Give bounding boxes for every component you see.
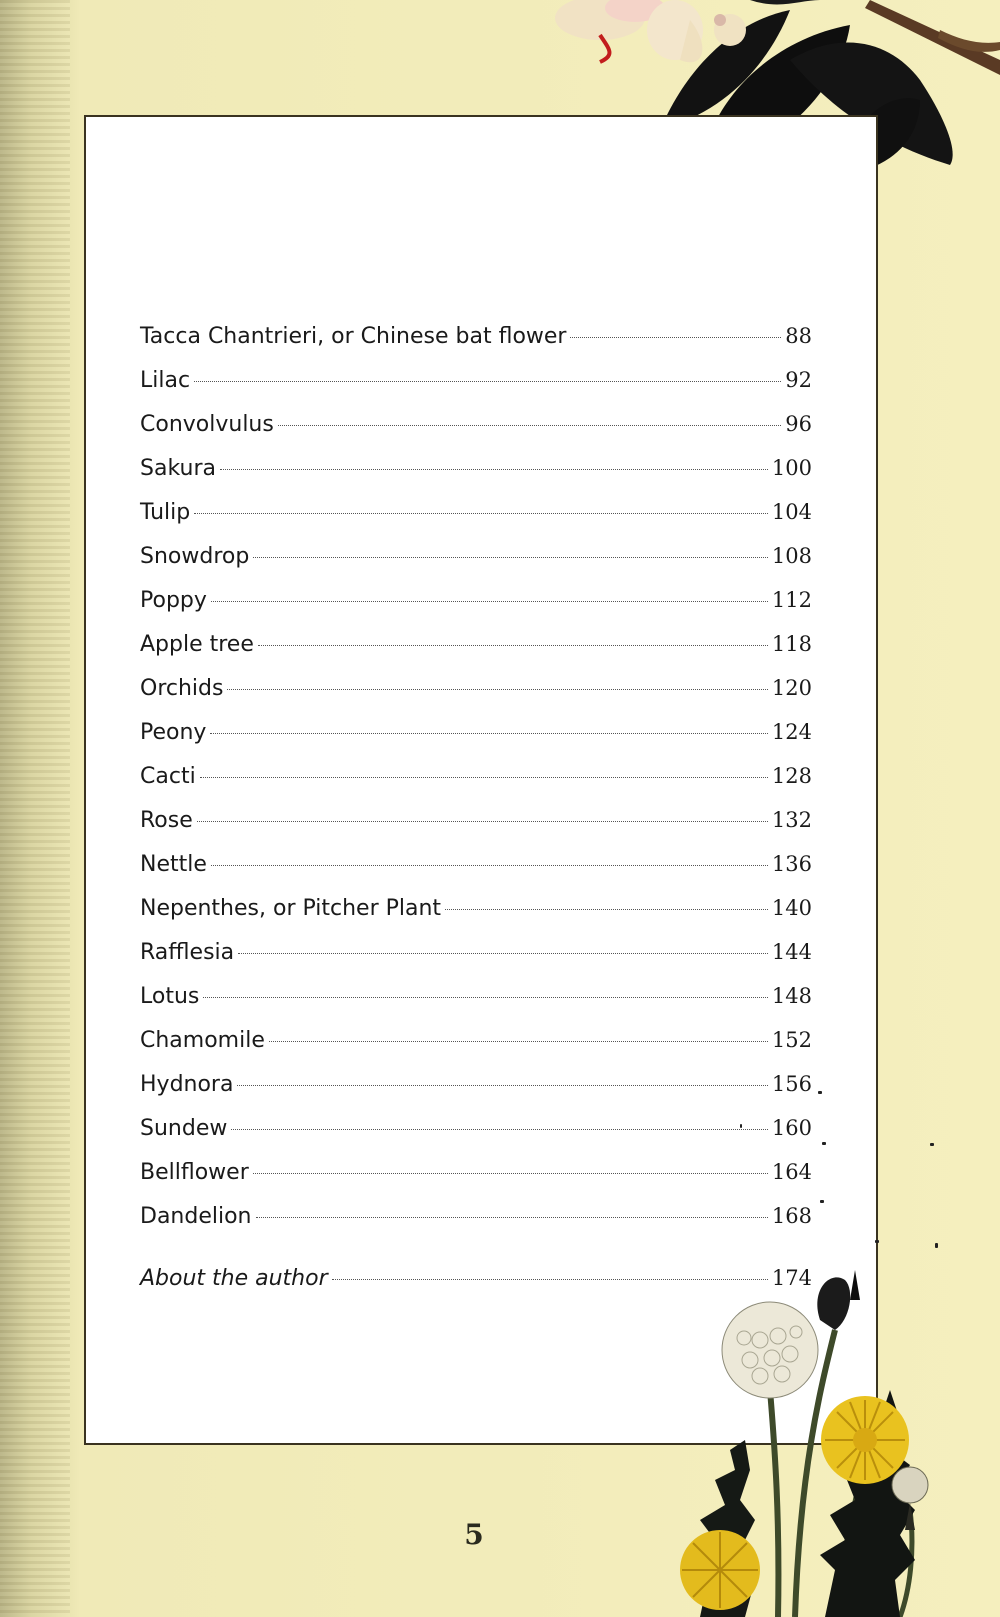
toc-entry[interactable]: [140, 1204, 812, 1248]
toc-entry-page: 160: [771, 1116, 812, 1140]
toc-entry-page: 92: [785, 368, 812, 392]
toc-entry-page: 88: [785, 324, 812, 348]
toc-entry-title: Orchids: [140, 676, 224, 701]
toc-entry-title: About the author: [140, 1266, 328, 1291]
dotted-leader: [194, 381, 781, 382]
toc-entry-title: Cacti: [140, 764, 196, 789]
toc-entry-page: 152: [771, 1028, 812, 1052]
toc-entry-page: 124: [771, 720, 812, 744]
dotted-leader: [211, 865, 768, 866]
dotted-leader: [238, 953, 768, 954]
toc-entry-page: 148: [771, 984, 812, 1008]
toc-entry-page: 140: [771, 896, 812, 920]
toc-entry[interactable]: [140, 1028, 812, 1072]
toc-entry-title: Dandelion: [140, 1204, 252, 1229]
toc-entry-title: Snowdrop: [140, 544, 250, 569]
toc-entry[interactable]: [140, 984, 812, 1028]
toc-entry-title: Bellflower: [140, 1160, 249, 1185]
toc-entry-title: Hydnora: [140, 1072, 234, 1097]
dotted-leader: [220, 469, 768, 470]
toc-entry[interactable]: [140, 1072, 812, 1116]
toc-entry[interactable]: [140, 940, 812, 984]
toc-entry-title: Poppy: [140, 588, 207, 613]
toc-entry-page: 96: [785, 412, 812, 436]
toc-entry-page: 168: [771, 1204, 812, 1228]
dotted-leader: [211, 601, 768, 602]
dotted-leader: [200, 777, 768, 778]
toc-entry-page: 136: [771, 852, 812, 876]
toc-entry-page: 164: [771, 1160, 812, 1184]
toc-entry-page: 120: [771, 676, 812, 700]
toc-entry[interactable]: [140, 720, 812, 764]
toc-entry-page: 108: [771, 544, 812, 568]
toc-entry-title: Nepenthes, or Pitcher Plant: [140, 896, 442, 921]
toc-entry[interactable]: [140, 852, 812, 896]
dandelion-illustration: [660, 1270, 1000, 1617]
toc-entry-page: 118: [771, 632, 812, 656]
toc-entry-title: Chamomile: [140, 1028, 265, 1053]
toc-entry-page: 132: [771, 808, 812, 832]
toc-entry[interactable]: [140, 456, 812, 500]
dotted-leader: [194, 513, 768, 514]
dotted-leader: [258, 645, 768, 646]
toc-entry[interactable]: [140, 808, 812, 852]
dotted-leader: [231, 1129, 768, 1130]
toc-entry-page: 156: [771, 1072, 812, 1096]
toc-entry[interactable]: [140, 544, 812, 588]
dotted-leader: [278, 425, 781, 426]
toc-entry-title: Tacca Chantrieri, or Chinese bat flower: [140, 324, 567, 349]
toc-entry-page: 174: [771, 1266, 812, 1290]
toc-entry-title: Lilac: [140, 368, 191, 393]
toc-entry-title: Rafflesia: [140, 940, 235, 965]
toc-entry-title: Rose: [140, 808, 193, 833]
toc-entry[interactable]: [140, 588, 812, 632]
dotted-leader: [203, 997, 768, 998]
toc-entry[interactable]: [140, 500, 812, 544]
dotted-leader: [227, 689, 767, 690]
toc-entry-page: 128: [771, 764, 812, 788]
toc-entry[interactable]: [140, 324, 812, 368]
toc-entry-title: Sakura: [140, 456, 216, 481]
dotted-leader: [210, 733, 767, 734]
table-of-contents: [140, 324, 812, 1310]
toc-entry-title: Sundew: [140, 1116, 228, 1141]
dotted-leader: [253, 1173, 768, 1174]
toc-entry[interactable]: [140, 896, 812, 940]
page-number: 5: [464, 1518, 484, 1551]
dotted-leader: [269, 1041, 768, 1042]
toc-entry[interactable]: [140, 368, 812, 412]
page-edge-shading: [0, 0, 70, 1617]
toc-entry-title: Nettle: [140, 852, 207, 877]
toc-entry-title: Lotus: [140, 984, 200, 1009]
toc-entry-page: 144: [771, 940, 812, 964]
toc-entry[interactable]: [140, 764, 812, 808]
toc-entry-page: 112: [771, 588, 812, 612]
dotted-leader: [197, 821, 768, 822]
toc-entry[interactable]: [140, 1160, 812, 1204]
toc-entry[interactable]: [140, 1116, 812, 1160]
dotted-leader: [256, 1217, 768, 1218]
dotted-leader: [445, 909, 768, 910]
dotted-leader: [237, 1085, 767, 1086]
toc-entry[interactable]: [140, 412, 812, 456]
toc-entry-title: Convolvulus: [140, 412, 274, 437]
toc-entry-page: 100: [771, 456, 812, 480]
dotted-leader: [570, 337, 781, 338]
toc-entry[interactable]: [140, 632, 812, 676]
toc-entry[interactable]: [140, 676, 812, 720]
dotted-leader: [253, 557, 768, 558]
toc-entry-title: Peony: [140, 720, 207, 745]
toc-entry-page: 104: [771, 500, 812, 524]
toc-entry-title: Apple tree: [140, 632, 254, 657]
toc-entry-title: Tulip: [140, 500, 191, 525]
